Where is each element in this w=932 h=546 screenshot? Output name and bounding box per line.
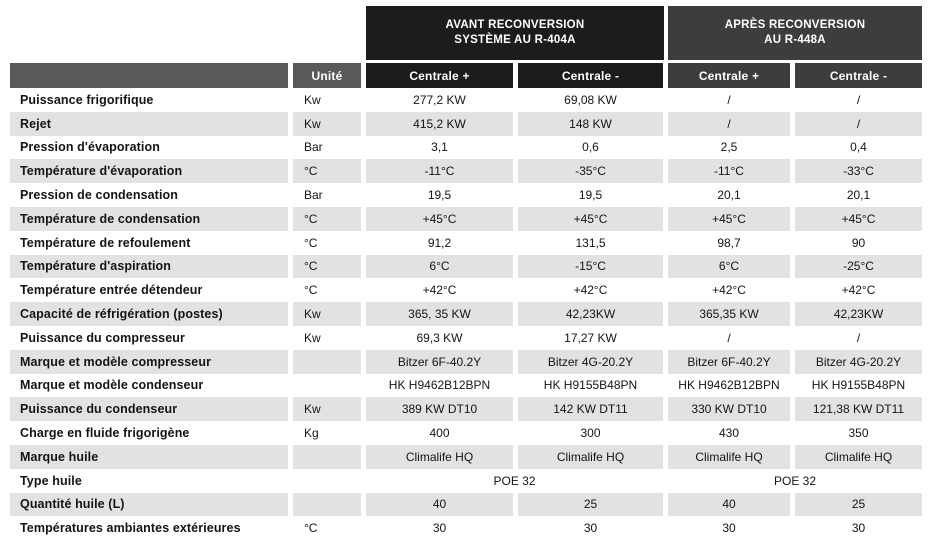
header-apres-reconversion: [668, 6, 922, 60]
column-header-avant-centrale-minus: Centrale -: [518, 63, 663, 88]
row-unit: °C: [293, 255, 361, 279]
row-value: 142 KW DT11: [518, 397, 663, 421]
row-unit: °C: [304, 235, 318, 250]
row-value: /: [668, 112, 790, 136]
row-value: 17,27 KW: [564, 330, 617, 345]
row-unit: °C: [293, 159, 361, 183]
row-value: HK H9462B12BPN: [388, 378, 491, 393]
row-unit: Kw: [293, 397, 361, 421]
table-row: [10, 445, 922, 469]
header-apres-line2: AU R-448A: [764, 34, 826, 46]
table-row: [10, 397, 922, 421]
table-row: [10, 159, 922, 183]
row-label: Température entrée détendeur: [20, 283, 203, 298]
row-value: 277,2 KW: [413, 92, 466, 107]
table-row: [10, 350, 922, 374]
row-value: 400: [429, 426, 450, 441]
row-value: /: [727, 92, 731, 107]
row-label: Puissance du compresseur: [20, 330, 185, 345]
row-value: Climalife HQ: [518, 445, 663, 469]
row-value: 430: [718, 426, 740, 441]
row-unit: Kw: [293, 112, 361, 136]
table-row: [10, 302, 922, 326]
row-label: Température de refoulement: [20, 235, 191, 250]
row-value: 19,5: [427, 188, 452, 203]
row-unit: Kw: [304, 330, 321, 345]
row-unit: [293, 469, 361, 493]
row-value: 69,08 KW: [564, 92, 617, 107]
row-value: HK H9155B48PN: [811, 378, 906, 393]
row-value: Bitzer 4G-20.2Y: [518, 350, 663, 374]
row-value: 3,1: [431, 140, 448, 155]
row-value: 42,23KW: [518, 302, 663, 326]
table-row: [10, 255, 922, 279]
table-row: [10, 207, 922, 231]
row-value: 40: [668, 493, 790, 517]
row-label: Température de condensation: [10, 207, 288, 231]
row-value: 6°C: [366, 255, 513, 279]
row-value: Climalife HQ: [795, 445, 922, 469]
row-unit: Bar: [304, 188, 323, 203]
row-label: Pression d'évaporation: [20, 140, 160, 155]
row-value: Climalife HQ: [668, 445, 790, 469]
row-label: Température d'aspiration: [10, 255, 288, 279]
column-header-apres-centrale-plus: Centrale +: [668, 63, 790, 88]
row-value: 20,1: [846, 188, 871, 203]
row-label: Charge en fluide frigorigène: [20, 426, 190, 441]
row-label: Type huile: [20, 473, 82, 488]
row-unit: °C: [293, 207, 361, 231]
row-label: Marque et modèle compresseur: [10, 350, 288, 374]
row-value: POE 32: [493, 473, 536, 488]
row-label: Pression de condensation: [20, 188, 178, 203]
row-unit: [293, 350, 361, 374]
row-value: +45°C: [668, 207, 790, 231]
row-label: Puissance frigorifique: [20, 92, 154, 107]
row-value: +45°C: [795, 207, 922, 231]
row-value: 19,5: [578, 188, 603, 203]
row-value: 350: [848, 426, 869, 441]
row-value: 148 KW: [518, 112, 663, 136]
row-value: 330 KW DT10: [668, 397, 790, 421]
row-value: 131,5: [575, 235, 606, 250]
table-row: [10, 136, 922, 160]
row-value: /: [856, 330, 861, 345]
row-value: 69,3 KW: [416, 330, 463, 345]
row-value: 40: [366, 493, 513, 517]
row-value: +42°C: [712, 283, 746, 298]
row-value: 30: [722, 521, 736, 536]
row-unit: [293, 493, 361, 517]
row-value: 91,2: [427, 235, 452, 250]
table-row: [10, 231, 922, 255]
row-value: Bitzer 6F-40.2Y: [668, 350, 790, 374]
row-label: Puissance du condenseur: [10, 397, 288, 421]
row-value: 365,35 KW: [668, 302, 790, 326]
row-value: HK H9462B12BPN: [678, 378, 780, 393]
row-value: Bitzer 6F-40.2Y: [366, 350, 513, 374]
table-body: [10, 88, 922, 540]
table-row: [10, 183, 922, 207]
row-value: -11°C: [668, 159, 790, 183]
row-value: 25: [518, 493, 663, 517]
table-row: [10, 88, 922, 112]
row-value: -33°C: [795, 159, 922, 183]
row-value: POE 32: [773, 473, 817, 488]
row-value: 300: [580, 426, 601, 441]
header-avant-reconversion: [366, 6, 664, 60]
row-value: /: [856, 92, 861, 107]
row-value: 20,1: [717, 188, 741, 203]
header-apres-line1: APRÈS RECONVERSION: [724, 19, 866, 31]
row-unit: [293, 374, 361, 398]
row-value: HK H9155B48PN: [543, 378, 638, 393]
row-unit: Kg: [304, 426, 319, 441]
row-value: 42,23KW: [795, 302, 922, 326]
row-value: -25°C: [795, 255, 922, 279]
row-unit: [293, 445, 361, 469]
row-label: Températures ambiantes extérieures: [20, 521, 241, 536]
row-value: 98,7: [717, 235, 741, 250]
header-avant-line2: SYSTÈME AU R-404A: [454, 34, 576, 46]
row-value: Bitzer 4G-20.2Y: [795, 350, 922, 374]
row-unit: °C: [304, 283, 318, 298]
row-value: 30: [851, 521, 866, 536]
row-value: /: [727, 330, 731, 345]
table-row: [10, 374, 922, 398]
row-label: Rejet: [10, 112, 288, 136]
table-row: [10, 112, 922, 136]
row-value: 415,2 KW: [366, 112, 513, 136]
table-row: [10, 493, 922, 517]
table-row: [10, 326, 922, 350]
row-value: +45°C: [518, 207, 663, 231]
row-value: /: [795, 112, 922, 136]
row-value: +42°C: [573, 283, 608, 298]
row-value: 30: [432, 521, 447, 536]
row-unit: Kw: [304, 92, 321, 107]
row-value: +42°C: [422, 283, 457, 298]
row-value: 0,4: [850, 140, 867, 155]
column-header-row: [10, 63, 922, 88]
row-value: 365, 35 KW: [366, 302, 513, 326]
table-row: [10, 421, 922, 445]
column-header-avant-centrale-plus: Centrale +: [366, 63, 513, 88]
row-value: 90: [851, 235, 866, 250]
row-label: Capacité de réfrigération (postes): [10, 302, 288, 326]
header-avant-line1: AVANT RECONVERSION: [445, 19, 585, 31]
table-row: [10, 278, 922, 302]
row-label: Température d'évaporation: [10, 159, 288, 183]
row-unit: Kw: [293, 302, 361, 326]
table-row: [10, 469, 922, 493]
row-label: Quantité huile (L): [10, 493, 288, 517]
row-value: Climalife HQ: [366, 445, 513, 469]
row-value: 389 KW DT10: [366, 397, 513, 421]
row-value: 0,6: [582, 140, 599, 155]
row-label: Marque et modèle condenseur: [20, 378, 204, 393]
column-header-unite: Unité: [293, 63, 361, 88]
row-unit: °C: [304, 521, 318, 536]
row-value: 30: [583, 521, 598, 536]
row-value: 6°C: [668, 255, 790, 279]
row-value: +42°C: [841, 283, 876, 298]
row-value: 25: [795, 493, 922, 517]
row-unit: Bar: [304, 140, 323, 155]
row-value: -15°C: [518, 255, 663, 279]
table-row: [10, 516, 922, 540]
row-value: -11°C: [366, 159, 513, 183]
column-header-apres-centrale-minus: Centrale -: [795, 63, 922, 88]
row-value: 2,5: [720, 140, 738, 155]
header-label-spacer: [10, 63, 288, 88]
row-value: -35°C: [518, 159, 663, 183]
row-value: 121,38 KW DT11: [795, 397, 922, 421]
row-value: +45°C: [366, 207, 513, 231]
row-label: Marque huile: [10, 445, 288, 469]
